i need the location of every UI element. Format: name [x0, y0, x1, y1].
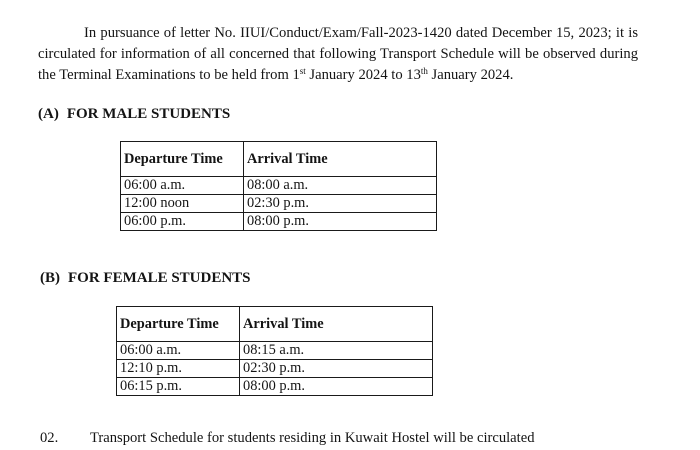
- header-departure-time: Departure Time: [117, 307, 240, 342]
- paragraph-number: 02.: [40, 430, 59, 446]
- arrival-cell: 02:30 p.m.: [240, 360, 433, 378]
- footer-text: Transport Schedule for students residing in Kuwait Hostel will be circulated: [90, 430, 535, 446]
- intro-text-part3: January 2024.: [427, 66, 514, 83]
- table-row: [117, 378, 433, 396]
- departure-cell: 12:00 noon: [121, 195, 244, 213]
- male-schedule-table: [120, 141, 437, 231]
- intro-superscript-2: th: [420, 65, 428, 76]
- female-schedule-table: [116, 306, 433, 396]
- header-arrival-time: Arrival Time: [244, 142, 437, 177]
- intro-paragraph: [38, 23, 638, 86]
- table-row: [121, 213, 437, 231]
- section-label-female: (B): [40, 270, 60, 286]
- section-heading-female: [40, 270, 251, 287]
- arrival-cell: 08:00 p.m.: [244, 213, 437, 231]
- arrival-cell: 08:00 a.m.: [244, 177, 437, 195]
- intro-text-part1: In pursuance of letter No. IIUI/Conduct/Exam/Fall-2023-1420 dated December 15, 2023; it is circulated for information of all concerned that following Transport Schedule will be observed during the Terminal Examinations to be held from 1: [38, 24, 638, 83]
- table-row: [117, 342, 433, 360]
- intro-text-part2: January 2024 to 13: [305, 66, 421, 83]
- section-title-male: FOR MALE STUDENTS: [66, 106, 231, 122]
- arrival-cell: 02:30 p.m.: [244, 195, 437, 213]
- arrival-cell: 08:15 a.m.: [240, 342, 433, 360]
- departure-cell: 06:15 p.m.: [117, 378, 240, 396]
- arrival-cell: 08:00 p.m.: [240, 378, 433, 396]
- table-row: [121, 177, 437, 195]
- footer-paragraph: [40, 430, 535, 447]
- section-label-male: (A): [38, 106, 59, 122]
- departure-cell: 06:00 a.m.: [117, 342, 240, 360]
- table-row: [121, 195, 437, 213]
- header-departure-time: Departure Time: [121, 142, 244, 177]
- departure-cell: 12:10 p.m.: [117, 360, 240, 378]
- header-arrival-time: Arrival Time: [240, 307, 433, 342]
- section-title-female: FOR FEMALE STUDENTS: [68, 270, 251, 286]
- section-heading-male: [38, 106, 230, 123]
- table-header-row: [117, 307, 433, 342]
- table-row: [117, 360, 433, 378]
- intro-superscript-1: st: [299, 65, 306, 76]
- departure-cell: 06:00 p.m.: [121, 213, 244, 231]
- table-header-row: [121, 142, 437, 177]
- departure-cell: 06:00 a.m.: [121, 177, 244, 195]
